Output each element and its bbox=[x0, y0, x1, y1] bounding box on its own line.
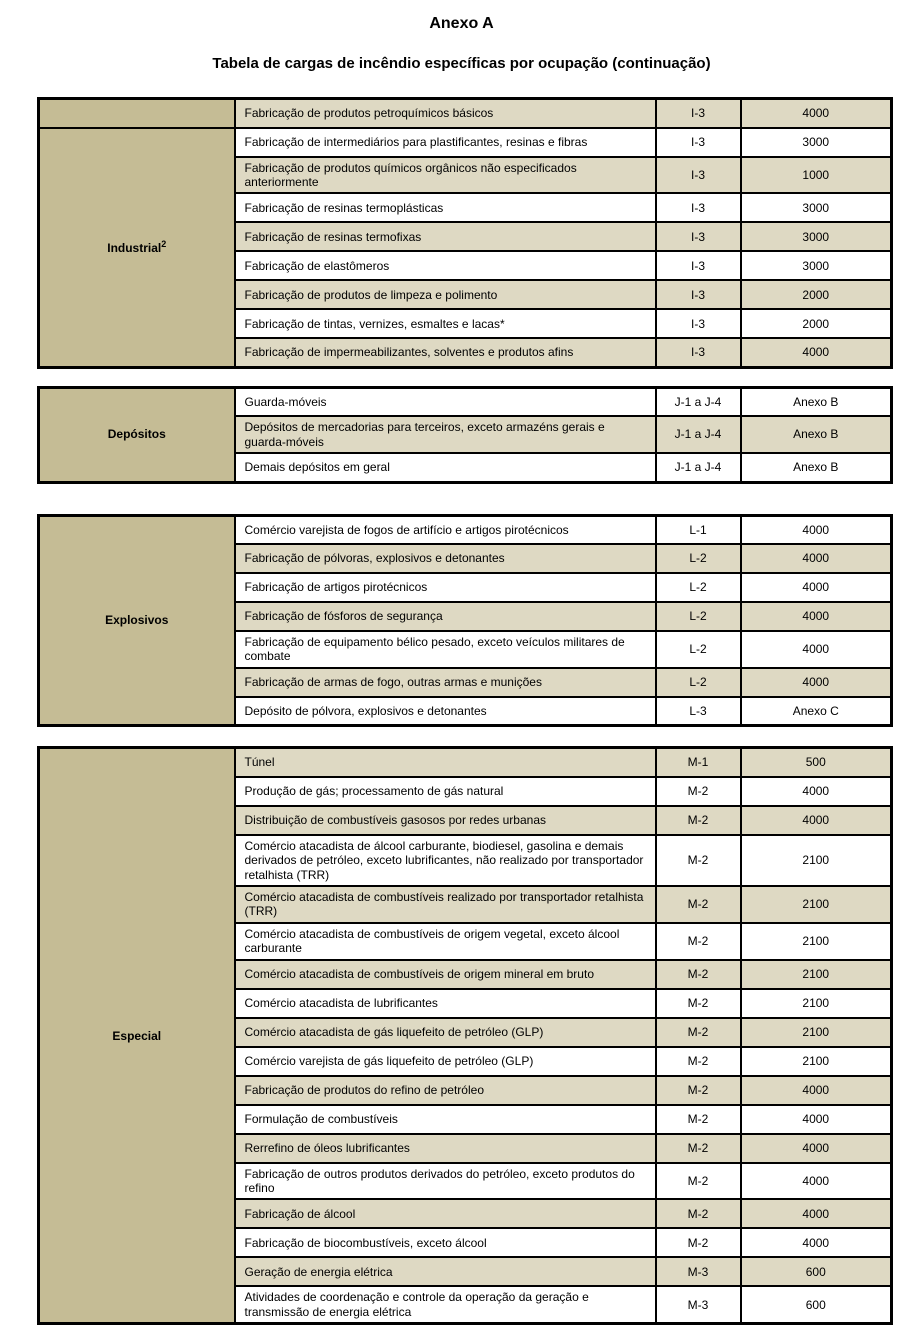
page-subtitle: Tabela de cargas de incêndio específicas por ocupação (continuação) bbox=[212, 55, 711, 72]
division-code-cell: M-2 bbox=[656, 1047, 741, 1076]
group-cell-depositos bbox=[39, 387, 235, 482]
fire-load-value-cell: 2100 bbox=[741, 989, 892, 1018]
fire-load-value-cell: 2000 bbox=[741, 309, 892, 338]
occupancy-description-cell: Fabricação de artigos pirotécnicos bbox=[235, 573, 656, 602]
division-code-cell: J-1 a J-4 bbox=[656, 387, 741, 416]
occupancy-description-cell: Fabricação de equipamento bélico pesado, exceto veículos militares de combate bbox=[235, 631, 656, 668]
fire-load-value-cell: 4000 bbox=[741, 99, 892, 128]
occupancy-description-cell: Comércio atacadista de álcool carburante, biodiesel, gasolina e demais derivados de petróleo, exceto lubrificantes, não realizado por transportador retalhista (TRR) bbox=[235, 835, 656, 886]
fire-load-value-cell: 4000 bbox=[741, 1163, 892, 1200]
occupancy-description-cell: Distribuição de combustíveis gasosos por redes urbanas bbox=[235, 806, 656, 835]
fire-load-value-cell: 4000 bbox=[741, 806, 892, 835]
occupancy-description-cell: Túnel bbox=[235, 748, 656, 777]
occupancy-description-cell: Produção de gás; processamento de gás natural bbox=[235, 777, 656, 806]
page-title: Anexo A bbox=[429, 15, 494, 32]
division-code-cell: M-2 bbox=[656, 835, 741, 886]
occupancy-description-cell: Fabricação de intermediários para plastificantes, resinas e fibras bbox=[235, 128, 656, 157]
division-code-cell: J-1 a J-4 bbox=[656, 416, 741, 453]
occupancy-description-cell: Fabricação de produtos de limpeza e polimento bbox=[235, 280, 656, 309]
fire-load-value-cell: 4000 bbox=[741, 602, 892, 631]
occupancy-description-cell: Guarda-móveis bbox=[235, 387, 656, 416]
fire-load-value-cell: 2100 bbox=[741, 1018, 892, 1047]
fire-load-value-cell: 4000 bbox=[741, 777, 892, 806]
occupancy-description-cell: Formulação de combustíveis bbox=[235, 1105, 656, 1134]
occupancy-description-cell: Comércio atacadista de combustíveis realizado por transportador retalhista (TRR) bbox=[235, 886, 656, 923]
occupancy-description-cell: Fabricação de tintas, vernizes, esmaltes e lacas* bbox=[235, 309, 656, 338]
division-code-cell: M-2 bbox=[656, 960, 741, 989]
division-code-cell: L-2 bbox=[656, 573, 741, 602]
fire-load-value-cell: 4000 bbox=[741, 1134, 892, 1163]
fire-load-value-cell: 3000 bbox=[741, 222, 892, 251]
division-code-cell: I-3 bbox=[656, 280, 741, 309]
fire-load-value-cell: 2100 bbox=[741, 923, 892, 960]
fire-load-value-cell: 4000 bbox=[741, 668, 892, 697]
fire-load-value-cell: 2100 bbox=[741, 960, 892, 989]
fire-load-value-cell: Anexo B bbox=[741, 453, 892, 482]
group-label-superscript: 2 bbox=[161, 238, 167, 249]
occupancy-description-cell: Rerrefino de óleos lubrificantes bbox=[235, 1134, 656, 1163]
occupancy-description-cell: Comércio atacadista de gás liquefeito de petróleo (GLP) bbox=[235, 1018, 656, 1047]
group-label: Industrial bbox=[107, 240, 162, 255]
table-row bbox=[39, 128, 892, 157]
fire-load-value-cell: 4000 bbox=[741, 338, 892, 367]
fire-load-value-cell: 2100 bbox=[741, 1047, 892, 1076]
occupancy-tables bbox=[37, 97, 890, 1325]
division-code-cell: M-2 bbox=[656, 777, 741, 806]
fire-load-value-cell: 600 bbox=[741, 1286, 892, 1323]
division-code-cell: I-3 bbox=[656, 222, 741, 251]
fire-load-value-cell: 4000 bbox=[741, 631, 892, 668]
fire-load-value-cell: 600 bbox=[741, 1257, 892, 1286]
division-code-cell: M-2 bbox=[656, 1105, 741, 1134]
fire-load-value-cell: 500 bbox=[741, 748, 892, 777]
occupancy-table-especial bbox=[37, 746, 893, 1325]
fire-load-value-cell: 4000 bbox=[741, 544, 892, 573]
division-code-cell: M-2 bbox=[656, 1076, 741, 1105]
occupancy-description-cell: Fabricação de produtos do refino de petróleo bbox=[235, 1076, 656, 1105]
division-code-cell: I-3 bbox=[656, 157, 741, 194]
group-cell-blank bbox=[39, 99, 235, 128]
fire-load-value-cell: 4000 bbox=[741, 573, 892, 602]
fire-load-value-cell: 2000 bbox=[741, 280, 892, 309]
division-code-cell: I-3 bbox=[656, 338, 741, 367]
division-code-cell: M-2 bbox=[656, 1134, 741, 1163]
fire-load-value-cell: 4000 bbox=[741, 1076, 892, 1105]
fire-load-value-cell: 4000 bbox=[741, 1199, 892, 1228]
table-row bbox=[39, 748, 892, 777]
occupancy-table-explosivos bbox=[37, 514, 893, 728]
group-label: Explosivos bbox=[105, 613, 169, 628]
division-code-cell: L-3 bbox=[656, 697, 741, 726]
division-code-cell: M-2 bbox=[656, 1228, 741, 1257]
division-code-cell: J-1 a J-4 bbox=[656, 453, 741, 482]
fire-load-value-cell: 3000 bbox=[741, 128, 892, 157]
division-code-cell: L-2 bbox=[656, 668, 741, 697]
occupancy-description-cell: Demais depósitos em geral bbox=[235, 453, 656, 482]
fire-load-value-cell: 4000 bbox=[741, 1228, 892, 1257]
occupancy-description-cell: Fabricação de resinas termofixas bbox=[235, 222, 656, 251]
occupancy-description-cell: Fabricação de pólvoras, explosivos e detonantes bbox=[235, 544, 656, 573]
division-code-cell: M-2 bbox=[656, 886, 741, 923]
fire-load-value-cell: 3000 bbox=[741, 251, 892, 280]
occupancy-description-cell: Fabricação de elastômeros bbox=[235, 251, 656, 280]
fire-load-value-cell: 2100 bbox=[741, 886, 892, 923]
occupancy-table-industrial bbox=[37, 97, 893, 369]
division-code-cell: M-2 bbox=[656, 1199, 741, 1228]
group-cell-industrial bbox=[39, 128, 235, 368]
fire-load-value-cell: 3000 bbox=[741, 193, 892, 222]
occupancy-description-cell: Fabricação de produtos químicos orgânicos não especificados anteriormente bbox=[235, 157, 656, 194]
division-code-cell: I-3 bbox=[656, 193, 741, 222]
occupancy-description-cell: Comércio varejista de gás liquefeito de petróleo (GLP) bbox=[235, 1047, 656, 1076]
occupancy-description-cell: Fabricação de outros produtos derivados do petróleo, exceto produtos do refino bbox=[235, 1163, 656, 1200]
occupancy-description-cell: Comércio atacadista de combustíveis de origem vegetal, exceto álcool carburante bbox=[235, 923, 656, 960]
occupancy-description-cell: Fabricação de resinas termoplásticas bbox=[235, 193, 656, 222]
fire-load-value-cell: 4000 bbox=[741, 515, 892, 544]
division-code-cell: M-2 bbox=[656, 923, 741, 960]
division-code-cell: L-2 bbox=[656, 544, 741, 573]
occupancy-description-cell: Comércio atacadista de lubrificantes bbox=[235, 989, 656, 1018]
occupancy-description-cell: Fabricação de impermeabilizantes, solventes e produtos afins bbox=[235, 338, 656, 367]
division-code-cell: M-2 bbox=[656, 989, 741, 1018]
fire-load-value-cell: Anexo B bbox=[741, 416, 892, 453]
division-code-cell: M-1 bbox=[656, 748, 741, 777]
occupancy-description-cell: Atividades de coordenação e controle da operação da geração e transmissão de energia elétrica bbox=[235, 1286, 656, 1323]
division-code-cell: I-3 bbox=[656, 128, 741, 157]
occupancy-description-cell: Fabricação de armas de fogo, outras armas e munições bbox=[235, 668, 656, 697]
group-cell-explosivos bbox=[39, 515, 235, 726]
occupancy-description-cell: Comércio varejista de fogos de artifício e artigos pirotécnicos bbox=[235, 515, 656, 544]
occupancy-description-cell: Depósito de pólvora, explosivos e detonantes bbox=[235, 697, 656, 726]
fire-load-value-cell: Anexo B bbox=[741, 387, 892, 416]
occupancy-description-cell: Fabricação de fósforos de segurança bbox=[235, 602, 656, 631]
occupancy-description-cell: Fabricação de biocombustíveis, exceto álcool bbox=[235, 1228, 656, 1257]
division-code-cell: L-2 bbox=[656, 631, 741, 668]
group-label: Especial bbox=[112, 1028, 162, 1043]
occupancy-description-cell: Depósitos de mercadorias para terceiros, exceto armazéns gerais e guarda-móveis bbox=[235, 416, 656, 453]
occupancy-description-cell: Fabricação de álcool bbox=[235, 1199, 656, 1228]
division-code-cell: M-2 bbox=[656, 1163, 741, 1200]
fire-load-value-cell: 1000 bbox=[741, 157, 892, 194]
division-code-cell: L-2 bbox=[656, 602, 741, 631]
division-code-cell: I-3 bbox=[656, 99, 741, 128]
division-code-cell: I-3 bbox=[656, 309, 741, 338]
occupancy-table-depositos bbox=[37, 386, 893, 484]
fire-load-value-cell: 4000 bbox=[741, 1105, 892, 1134]
division-code-cell: L-1 bbox=[656, 515, 741, 544]
table-row bbox=[39, 99, 892, 128]
division-code-cell: M-3 bbox=[656, 1257, 741, 1286]
group-cell-especial bbox=[39, 748, 235, 1324]
table-row bbox=[39, 387, 892, 416]
division-code-cell: M-3 bbox=[656, 1286, 741, 1323]
occupancy-description-cell: Geração de energia elétrica bbox=[235, 1257, 656, 1286]
division-code-cell: I-3 bbox=[656, 251, 741, 280]
occupancy-description-cell: Comércio atacadista de combustíveis de origem mineral em bruto bbox=[235, 960, 656, 989]
group-label: Depósitos bbox=[107, 427, 166, 442]
division-code-cell: M-2 bbox=[656, 1018, 741, 1047]
table-row bbox=[39, 515, 892, 544]
fire-load-value-cell: 2100 bbox=[741, 835, 892, 886]
fire-load-value-cell: Anexo C bbox=[741, 697, 892, 726]
division-code-cell: M-2 bbox=[656, 806, 741, 835]
occupancy-description-cell: Fabricação de produtos petroquímicos básicos bbox=[235, 99, 656, 128]
